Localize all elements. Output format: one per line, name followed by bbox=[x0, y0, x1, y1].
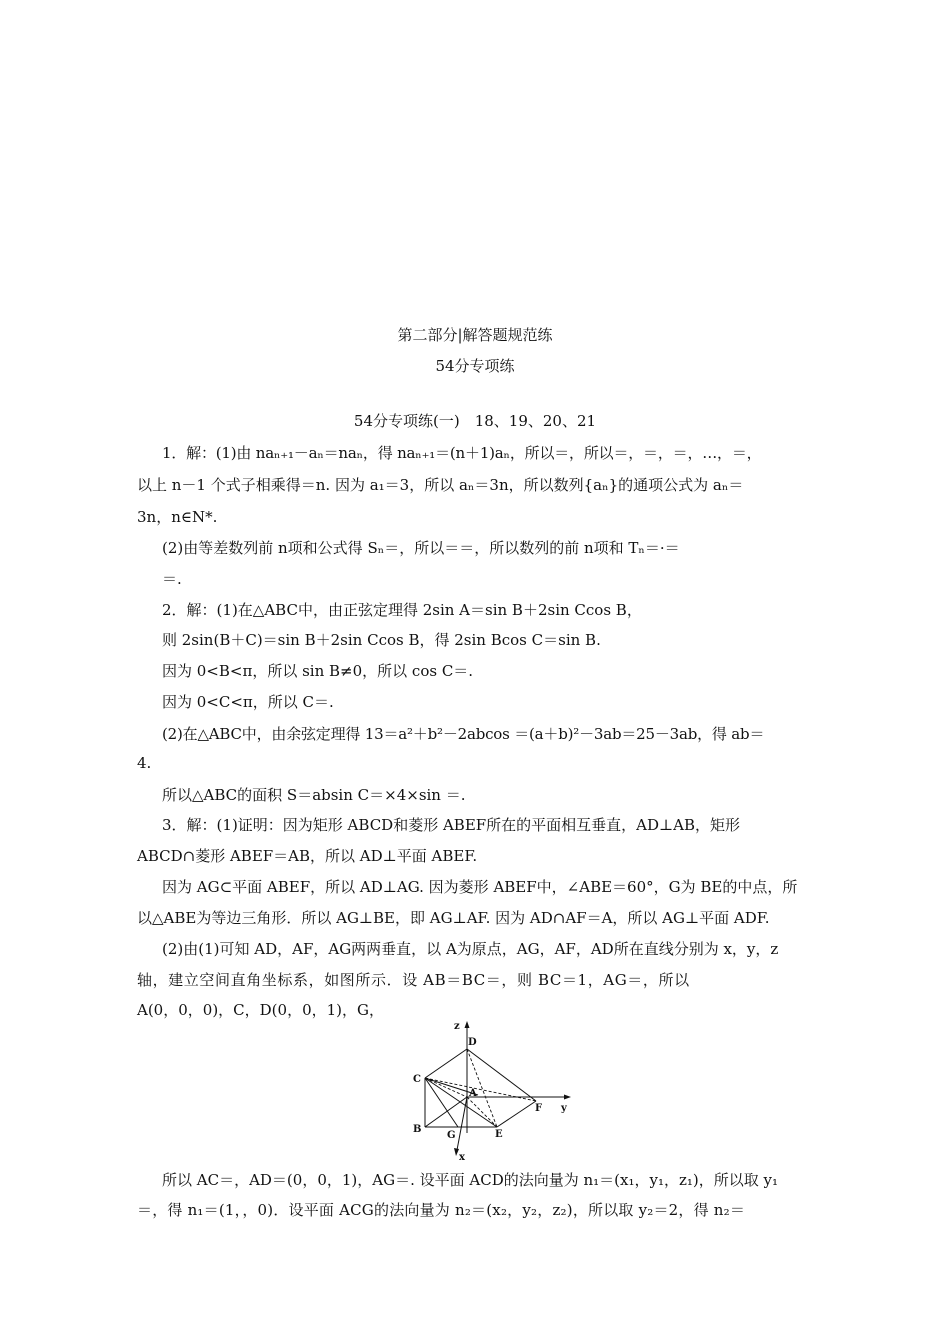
q3-line-5: (2)由(1)可知 AD，AF，AG两两垂直，以 A为原点，AG，AF，AD所在直线分别为 x，y，z bbox=[162, 940, 779, 958]
q3-line-8: 所以 AC＝，AD＝(0，0，1)，AG＝. 设平面 ACD的法向量为 n₁＝(x₁，y₁，z₁)，所以取 y₁ bbox=[162, 1171, 779, 1189]
label-E: E bbox=[495, 1129, 503, 1140]
label-B: B bbox=[413, 1124, 422, 1135]
subtitle: 54分专项练 bbox=[435, 357, 515, 375]
q3-line-1: 3．解：(1)证明：因为矩形 ABCD和菱形 ABEF所在的平面相互垂直，AD⊥AB，矩形 bbox=[162, 816, 741, 834]
q1-line-2: 以上 n－1 个式子相乘得＝n. 因为 a₁＝3，所以 aₙ＝3n，所以数列{aₙ}的通项公式为 aₙ＝ bbox=[137, 476, 744, 494]
label-z: z bbox=[454, 1021, 460, 1032]
z-axis-arrow bbox=[465, 1021, 470, 1028]
y-axis-arrow bbox=[564, 1095, 571, 1100]
q2-line-3: 因为 0<B<π，所以 sin B≠0，所以 cos C＝. bbox=[162, 662, 474, 680]
q1-line-4: (2)由等差数列前 n项和公式得 Sₙ＝，所以＝＝，所以数列的前 n项和 Tₙ＝·＝ bbox=[162, 539, 680, 557]
q3-line-2: ABCD∩菱形 ABEF＝AB，所以 AD⊥平面 ABEF. bbox=[137, 847, 478, 865]
q3-line-9: ＝，得 n₁＝(1，，0)．设平面 ACG的法向量为 n₂＝(x₂，y₂，z₂)，所以取 y₂＝2，得 n₂＝ bbox=[137, 1201, 746, 1219]
label-x: x bbox=[459, 1152, 465, 1163]
q2-line-4: 因为 0<C<π，所以 C＝. bbox=[162, 693, 334, 711]
q2-line-6: 4. bbox=[137, 754, 152, 772]
solid-edges bbox=[425, 1049, 536, 1127]
q1-line-3: 3n，n∈N*. bbox=[137, 508, 218, 526]
label-F: F bbox=[535, 1103, 543, 1114]
label-D: D bbox=[468, 1037, 477, 1048]
q3-line-3: 因为 AG⊂平面 ABEF，所以 AD⊥AG. 因为菱形 ABEF中，∠ABE＝60°，G为 BE的中点，所 bbox=[162, 878, 798, 896]
q3-line-6: 轴，建立空间直角坐标系，如图所示．设 AB＝BC＝，则 BC＝1，AG＝，所以 bbox=[137, 971, 690, 989]
part-title: 第二部分|解答题规范练 bbox=[397, 326, 553, 344]
q3-line-7: A(0，0，0)，C，D(0，0，1)，G， bbox=[137, 1001, 384, 1019]
x-axis bbox=[457, 1097, 467, 1150]
q2-line-2: 则 2sin(B＋C)＝sin B＋2sin Ccos B，得 2sin Bcos C＝sin B. bbox=[162, 631, 601, 649]
coordinate-diagram bbox=[400, 1015, 580, 1165]
q2-line-5: (2)在△ABC中，由余弦定理得 13＝a²＋b²－2abcos ＝(a＋b)²－3ab＝25－3ab，得 ab＝ bbox=[162, 725, 765, 743]
label-G: G bbox=[447, 1130, 456, 1141]
q2-line-1: 2．解：(1)在△ABC中，由正弦定理得 2sin A＝sin B＋2sin Ccos B， bbox=[162, 601, 642, 619]
section-title: 54分专项练(一) 18、19、20、21 bbox=[353, 412, 597, 430]
q1-line-1: 1．解：(1)由 naₙ₊₁－aₙ＝naₙ，得 naₙ₊₁＝(n＋1)aₙ，所以＝，所以＝，＝，＝，…，＝， bbox=[162, 444, 762, 462]
q3-line-4: 以△ABE为等边三角形．所以 AG⊥BE，即 AG⊥AF. 因为 AD∩AF＝A，所以 AG⊥平面 ADF. bbox=[137, 909, 770, 927]
label-C: C bbox=[413, 1074, 421, 1085]
q1-line-5: ＝. bbox=[162, 570, 182, 588]
q2-line-7: 所以△ABC的面积 S＝absin C＝×4×sin ＝. bbox=[162, 786, 466, 804]
label-y: y bbox=[561, 1103, 567, 1114]
label-A: A bbox=[469, 1088, 477, 1099]
